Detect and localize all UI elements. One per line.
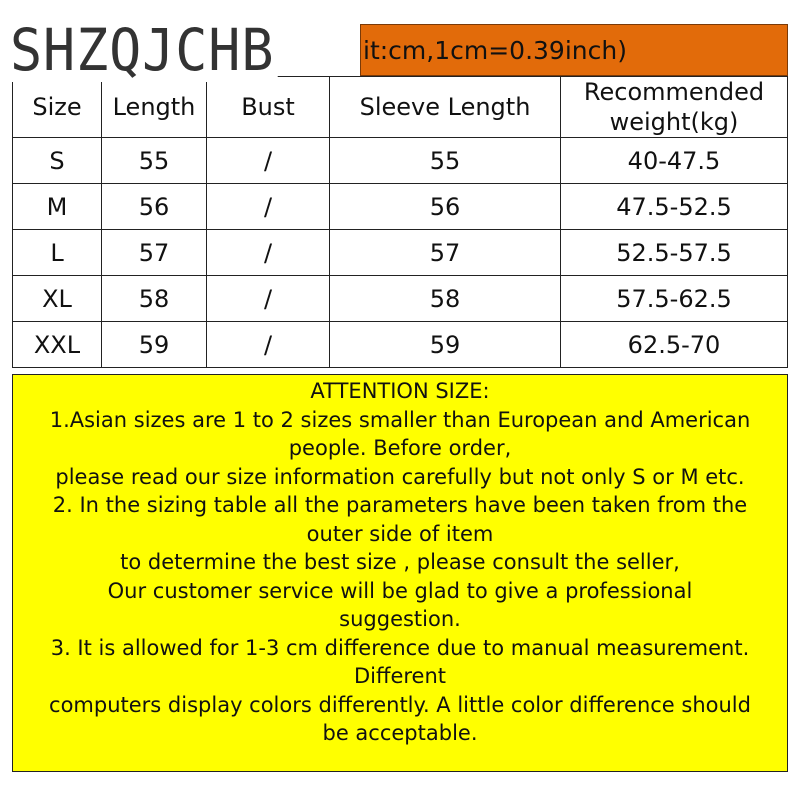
header-bust: Bust: [207, 77, 330, 138]
table-cell: 62.5-70: [561, 322, 788, 368]
notice-line: 1.Asian sizes are 1 to 2 sizes smaller than European and American: [49, 407, 751, 432]
table-cell: L: [13, 230, 102, 276]
unit-banner: it:cm,1cm=0.39inch): [360, 24, 788, 76]
table-cell: 56: [102, 184, 207, 230]
header-length: Length: [102, 77, 207, 138]
table-cell: 58: [102, 276, 207, 322]
table-cell: /: [207, 230, 330, 276]
notice-line: 2. In the sizing table all the parameters have been taken from the: [52, 493, 748, 517]
table-cell: 40-47.5: [561, 138, 788, 184]
table-row: [13, 322, 788, 368]
brand-logo: SHZQJCHB: [10, 18, 278, 82]
table-cell: XXL: [13, 322, 102, 368]
table-cell: XL: [13, 276, 102, 322]
table-row: [13, 276, 788, 322]
table-row: [13, 138, 788, 184]
table-cell: M: [13, 184, 102, 230]
table-cell: 52.5-57.5: [561, 230, 788, 276]
table-cell: 56: [330, 184, 561, 230]
notice-line: Different: [353, 664, 447, 688]
notice-line: outer side of item: [306, 521, 494, 546]
notice-line: be acceptable.: [322, 721, 478, 745]
table-cell: /: [207, 138, 330, 184]
table-cell: /: [207, 276, 330, 322]
table-cell: 57: [330, 230, 561, 276]
notice-line: computers display colors differently. A little color difference should: [49, 692, 751, 717]
notice-line: to determine the best size , please consult the seller,: [120, 550, 680, 574]
attention-notice: [12, 374, 788, 772]
notice-line: please read our size information carefully but not only S or M etc.: [55, 464, 745, 489]
header-weight: Recommended weight(kg): [561, 77, 788, 138]
table-row: [13, 230, 788, 276]
header-sleeve-length: Sleeve Length: [330, 77, 561, 138]
table-cell: 59: [102, 322, 207, 368]
size-table: [12, 76, 788, 368]
header-size: Size: [13, 77, 102, 138]
table-header-row: [13, 77, 788, 138]
table-cell: 58: [330, 276, 561, 322]
notice-title: ATTENTION SIZE:: [310, 379, 490, 403]
table-cell: 57.5-62.5: [561, 276, 788, 322]
table-row: [13, 184, 788, 230]
table-cell: /: [207, 322, 330, 368]
table-cell: 59: [330, 322, 561, 368]
table-cell: S: [13, 138, 102, 184]
table-cell: 57: [102, 230, 207, 276]
notice-line: 3. It is allowed for 1-3 cm difference due to manual measurement.: [50, 635, 750, 660]
table-cell: 55: [330, 138, 561, 184]
notice-line: suggestion.: [339, 607, 461, 631]
table-cell: /: [207, 184, 330, 230]
notice-line: Our customer service will be glad to give a professional: [107, 578, 693, 603]
table-cell: 55: [102, 138, 207, 184]
table-cell: 47.5-52.5: [561, 184, 788, 230]
notice-line: people. Before order,: [288, 436, 512, 460]
